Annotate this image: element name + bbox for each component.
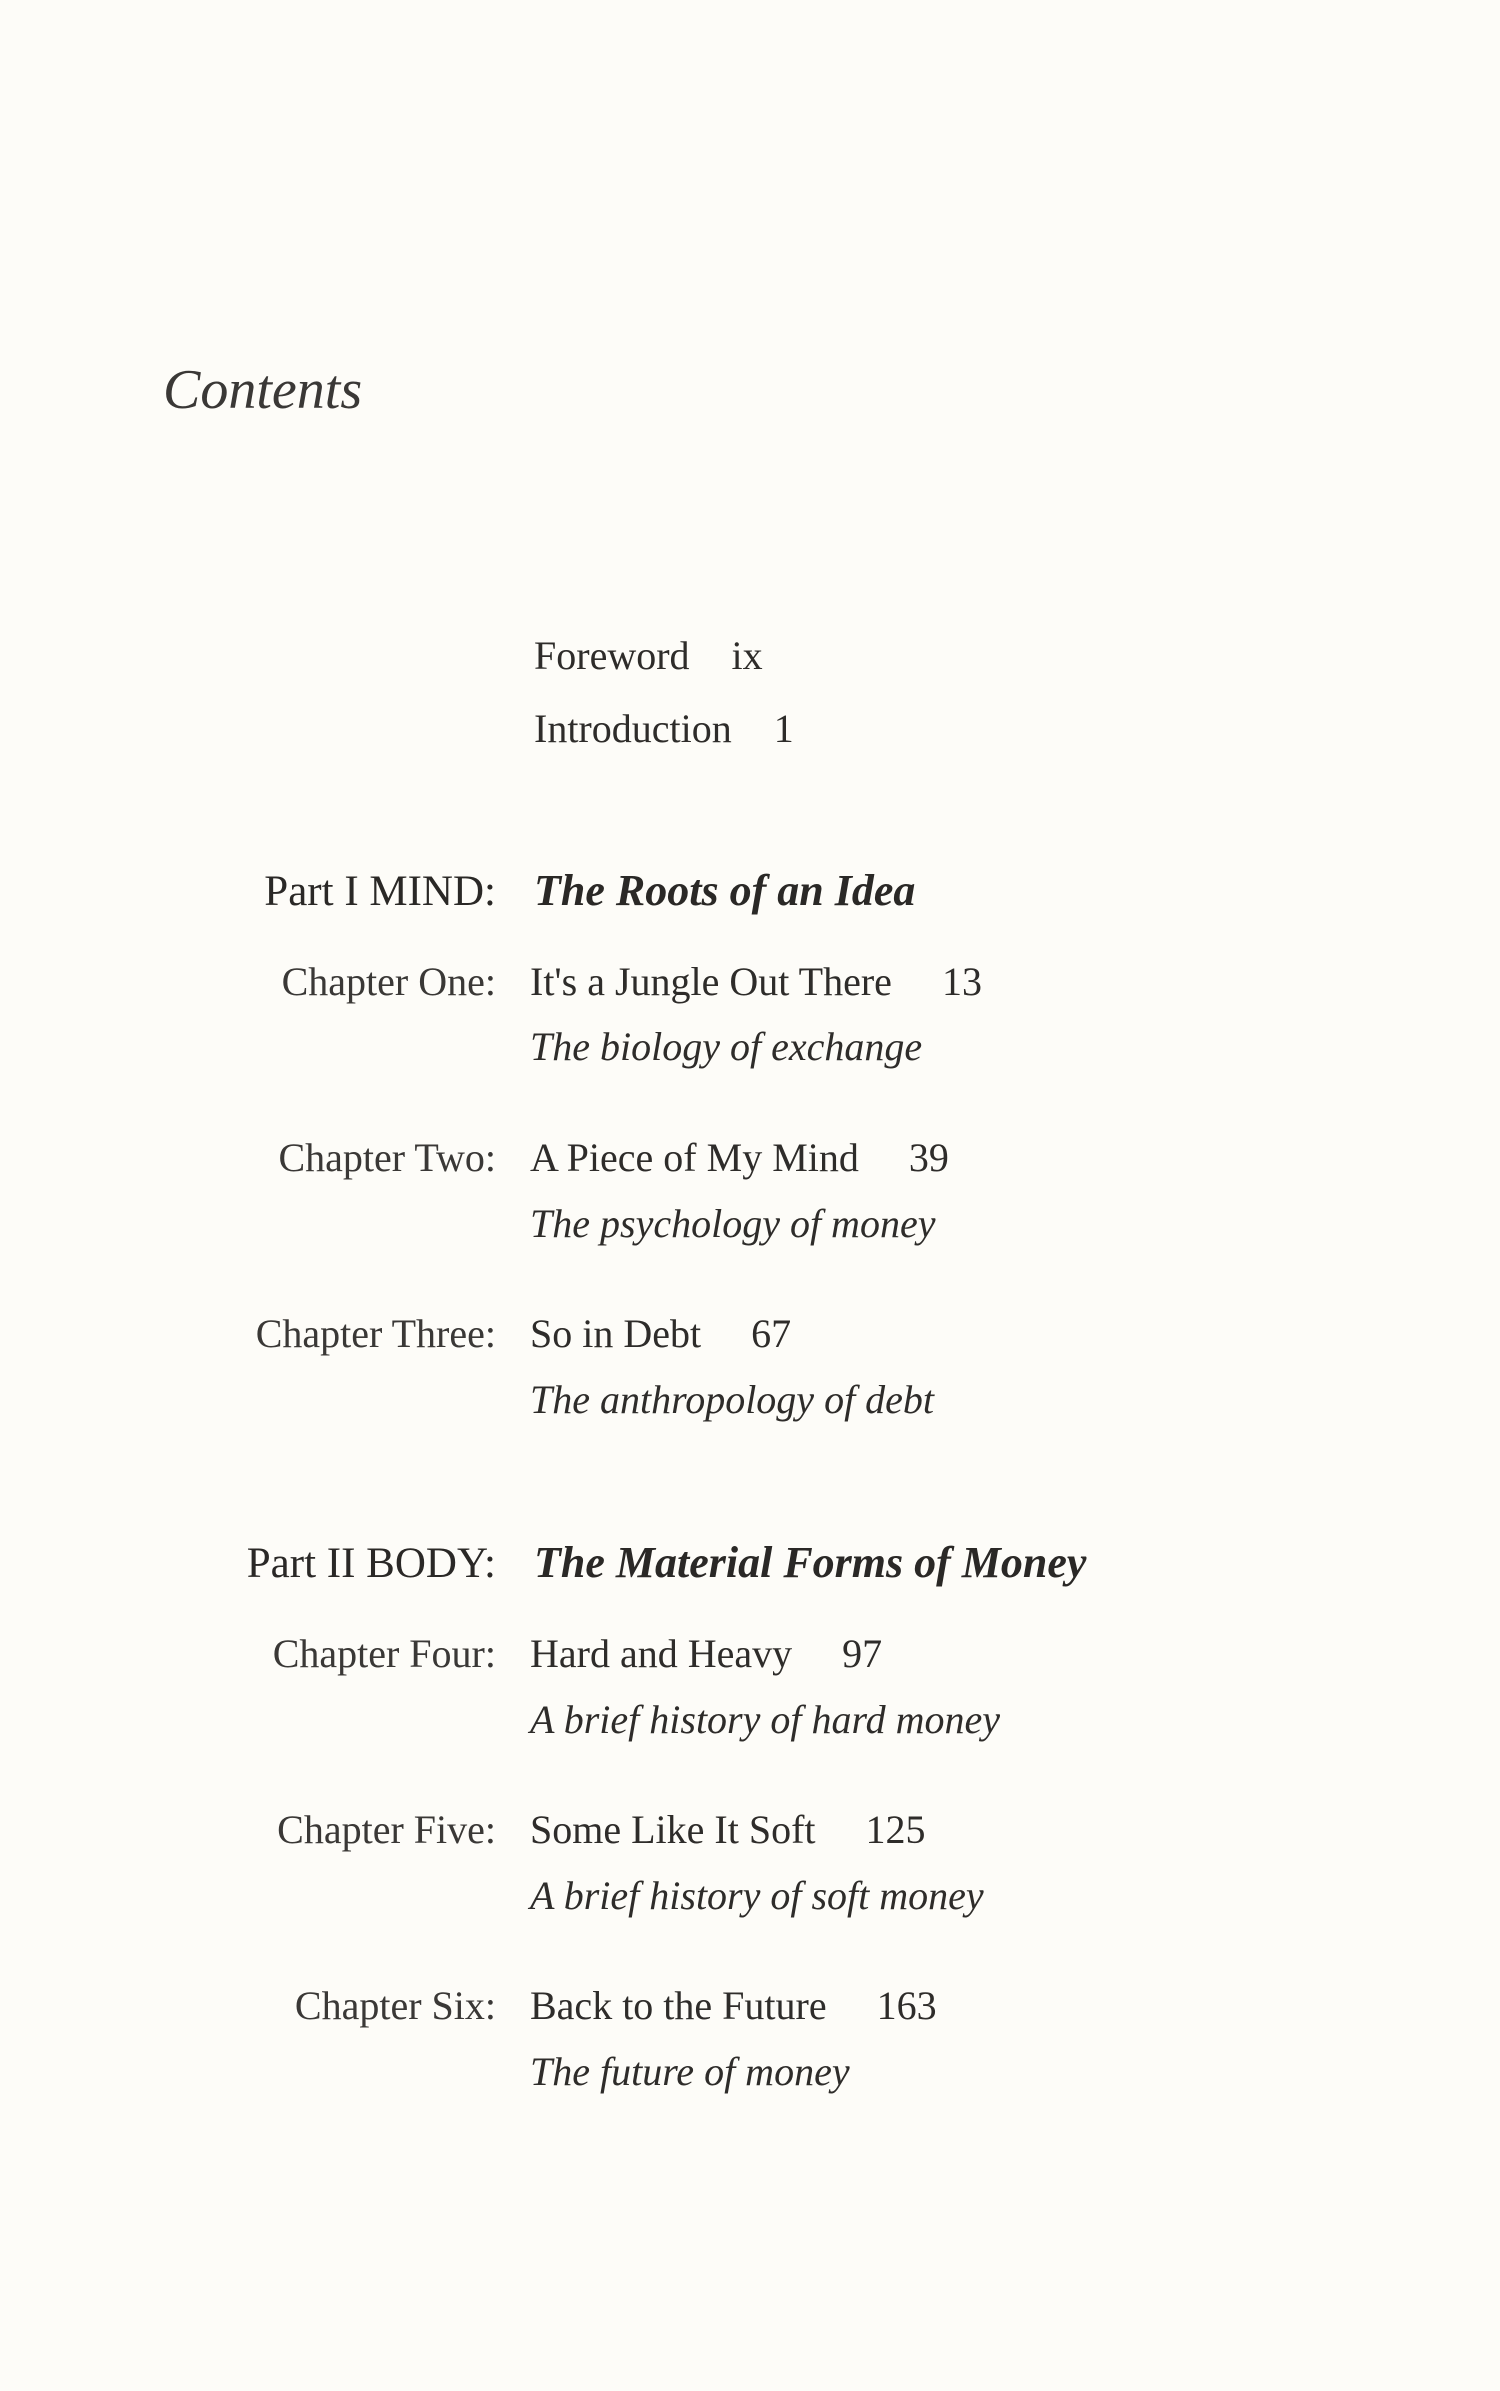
chapter-label: Chapter One: — [281, 959, 496, 1004]
chapter-page-number: 125 — [865, 1807, 926, 1852]
part-title: The Material Forms of Money — [534, 1538, 1087, 1587]
entry-page-number: 1 — [773, 706, 794, 751]
chapter-title-row — [530, 1807, 926, 1852]
chapter-title-row — [530, 959, 982, 1004]
chapter-label: Chapter Six: — [294, 1983, 496, 2028]
toc-entry-foreword — [534, 633, 763, 678]
chapter-page-number: 163 — [876, 1983, 937, 2028]
chapter-page-number: 39 — [908, 1135, 949, 1180]
chapter-title: Some Like It Soft — [530, 1807, 816, 1852]
chapter-title-row — [530, 1135, 949, 1180]
chapter-label: Chapter Five: — [277, 1807, 496, 1852]
chapter-title: A Piece of My Mind — [530, 1135, 859, 1180]
chapter-title: So in Debt — [530, 1311, 702, 1356]
chapter-subtitle: A brief history of hard money — [530, 1697, 1000, 1742]
chapter-page-number: 13 — [941, 959, 982, 1004]
part-label: Part II BODY: — [246, 1540, 496, 1587]
chapter-subtitle: The psychology of money — [530, 1201, 936, 1246]
chapter-title-row — [530, 1983, 937, 2028]
chapter-title: Hard and Heavy — [530, 1631, 793, 1676]
chapter-title: It's a Jungle Out There — [530, 959, 892, 1004]
entry-title: Foreword — [534, 633, 690, 678]
chapter-subtitle: The future of money — [530, 2049, 850, 2094]
chapter-label: Chapter Four: — [272, 1631, 496, 1676]
entry-page-number: ix — [731, 633, 763, 678]
chapter-title: Back to the Future — [530, 1983, 827, 2028]
chapter-page-number: 67 — [751, 1311, 792, 1356]
part-label: Part I MIND: — [264, 868, 496, 915]
chapter-page-number: 97 — [842, 1631, 883, 1676]
chapter-subtitle: The biology of exchange — [530, 1024, 923, 1069]
page-title: Contents — [163, 359, 363, 421]
chapter-subtitle: A brief history of soft money — [530, 1873, 984, 1918]
chapter-title-row — [530, 1311, 792, 1356]
part-title: The Roots of an Idea — [534, 866, 916, 915]
chapter-label: Chapter Two: — [278, 1135, 496, 1180]
toc-entry-introduction — [534, 706, 794, 751]
chapter-title-row — [530, 1631, 883, 1676]
chapter-label: Chapter Three: — [255, 1311, 496, 1356]
entry-title: Introduction — [534, 706, 732, 751]
chapter-subtitle: The anthropology of debt — [530, 1377, 935, 1422]
